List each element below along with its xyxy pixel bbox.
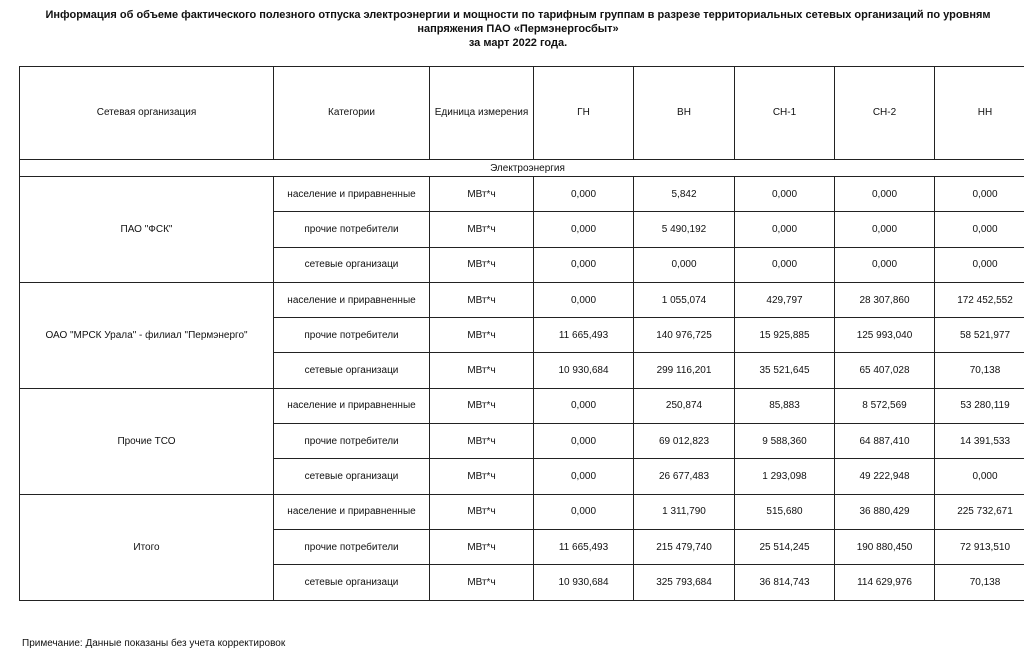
sn2-cell: 0,000: [835, 177, 935, 212]
nn-cell: 0,000: [935, 247, 1024, 282]
vn-cell: 140 976,725: [634, 318, 735, 353]
category-cell: сетевые организаци: [274, 459, 430, 494]
vn-cell: 1 055,074: [634, 282, 735, 317]
sn2-cell: 28 307,860: [835, 282, 935, 317]
table-row: [20, 494, 1024, 529]
category-cell: сетевые организаци: [274, 247, 430, 282]
sn1-cell: 1 293,098: [735, 459, 835, 494]
gn-cell: 0,000: [534, 247, 634, 282]
table-row: [20, 177, 1024, 212]
category-cell: прочие потребители: [274, 212, 430, 247]
footnote: Примечание: Данные показаны без учета корректировок: [22, 638, 286, 649]
category-cell: прочие потребители: [274, 424, 430, 459]
category-cell: население и приравненные: [274, 494, 430, 529]
nn-cell: 14 391,533: [935, 424, 1024, 459]
sn1-cell: 36 814,743: [735, 565, 835, 600]
sn2-cell: 0,000: [835, 212, 935, 247]
vn-cell: 5,842: [634, 177, 735, 212]
nn-cell: 0,000: [935, 212, 1024, 247]
sn1-cell: 0,000: [735, 212, 835, 247]
category-cell: население и приравненные: [274, 282, 430, 317]
vn-cell: 0,000: [634, 247, 735, 282]
report-period-text: за март 2022 года: [468, 37, 565, 49]
gn-cell: 11 665,493: [534, 529, 634, 564]
header-sn2: СН-2: [835, 67, 935, 160]
header-org: Сетевая организация: [20, 67, 274, 160]
unit-cell: МВт*ч: [430, 282, 534, 317]
org-cell: ОАО "МРСК Урала" - филиал "Пермэнерго": [20, 282, 274, 388]
org-cell: ПАО "ФСК": [20, 177, 274, 283]
category-cell: население и приравненные: [274, 177, 430, 212]
sn1-cell: 429,797: [735, 282, 835, 317]
sn1-cell: 15 925,885: [735, 318, 835, 353]
gn-cell: 0,000: [534, 424, 634, 459]
org-cell: Прочие ТСО: [20, 388, 274, 494]
sn2-cell: 190 880,450: [835, 529, 935, 564]
category-cell: сетевые организаци: [274, 565, 430, 600]
sn2-cell: 65 407,028: [835, 353, 935, 388]
org-cell: Итого: [20, 494, 274, 600]
nn-cell: 58 521,977: [935, 318, 1024, 353]
gn-cell: 0,000: [534, 282, 634, 317]
sn1-cell: 25 514,245: [735, 529, 835, 564]
category-cell: сетевые организаци: [274, 353, 430, 388]
sn1-cell: 0,000: [735, 177, 835, 212]
sn1-cell: 9 588,360: [735, 424, 835, 459]
gn-cell: 0,000: [534, 494, 634, 529]
nn-cell: 0,000: [935, 459, 1024, 494]
vn-cell: 250,874: [634, 388, 735, 423]
nn-cell: 53 280,119: [935, 388, 1024, 423]
table-row: [20, 388, 1024, 423]
gn-cell: 0,000: [534, 388, 634, 423]
sn1-cell: 85,883: [735, 388, 835, 423]
gn-cell: 0,000: [534, 212, 634, 247]
unit-cell: МВт*ч: [430, 459, 534, 494]
nn-cell: 70,138: [935, 353, 1024, 388]
vn-cell: 299 116,201: [634, 353, 735, 388]
header-vn: ВН: [634, 67, 735, 160]
category-cell: население и приравненные: [274, 388, 430, 423]
sn2-cell: 36 880,429: [835, 494, 935, 529]
report-title: [20, 8, 1016, 50]
gn-cell: 10 930,684: [534, 565, 634, 600]
vn-cell: 325 793,684: [634, 565, 735, 600]
unit-cell: МВт*ч: [430, 177, 534, 212]
header-nn: НН: [935, 67, 1024, 160]
sn2-cell: 64 887,410: [835, 424, 935, 459]
gn-cell: 11 665,493: [534, 318, 634, 353]
header-row: [20, 67, 1024, 160]
gn-cell: 0,000: [534, 459, 634, 494]
unit-cell: МВт*ч: [430, 212, 534, 247]
sn1-cell: 35 521,645: [735, 353, 835, 388]
report-title-text: Информация об объеме фактического полезного отпуска электроэнергии и мощности по тарифным группам в разрезе территориальных сетевых организаций по уровням напряжения ПАО «Пермэнергосбыт»: [45, 9, 991, 35]
gn-cell: 0,000: [534, 177, 634, 212]
gn-cell: 10 930,684: [534, 353, 634, 388]
nn-cell: 70,138: [935, 565, 1024, 600]
sn2-cell: 114 629,976: [835, 565, 935, 600]
vn-cell: 69 012,823: [634, 424, 735, 459]
unit-cell: МВт*ч: [430, 353, 534, 388]
category-cell: прочие потребители: [274, 318, 430, 353]
unit-cell: МВт*ч: [430, 388, 534, 423]
vn-cell: 26 677,483: [634, 459, 735, 494]
header-gn: ГН: [534, 67, 634, 160]
table-row: [20, 282, 1024, 317]
nn-cell: 72 913,510: [935, 529, 1024, 564]
sn1-cell: 515,680: [735, 494, 835, 529]
header-category: Категории: [274, 67, 430, 160]
report-period: [20, 36, 1016, 50]
sn2-cell: 49 222,948: [835, 459, 935, 494]
report-table: [19, 66, 1024, 601]
unit-cell: МВт*ч: [430, 424, 534, 459]
sn2-cell: 8 572,569: [835, 388, 935, 423]
vn-cell: 1 311,790: [634, 494, 735, 529]
header-sn1: СН-1: [735, 67, 835, 160]
category-cell: прочие потребители: [274, 529, 430, 564]
unit-cell: МВт*ч: [430, 247, 534, 282]
nn-cell: 225 732,671: [935, 494, 1024, 529]
nn-cell: 0,000: [935, 177, 1024, 212]
sn2-cell: 0,000: [835, 247, 935, 282]
header-unit: Единица измерения: [430, 67, 534, 160]
unit-cell: МВт*ч: [430, 565, 534, 600]
section-label: Электроэнергия: [20, 160, 1024, 177]
unit-cell: МВт*ч: [430, 494, 534, 529]
nn-cell: 172 452,552: [935, 282, 1024, 317]
vn-cell: 5 490,192: [634, 212, 735, 247]
unit-cell: МВт*ч: [430, 529, 534, 564]
sn1-cell: 0,000: [735, 247, 835, 282]
report-period-dot: .: [564, 37, 568, 49]
vn-cell: 215 479,740: [634, 529, 735, 564]
unit-cell: МВт*ч: [430, 318, 534, 353]
sn2-cell: 125 993,040: [835, 318, 935, 353]
section-row: [20, 160, 1024, 177]
